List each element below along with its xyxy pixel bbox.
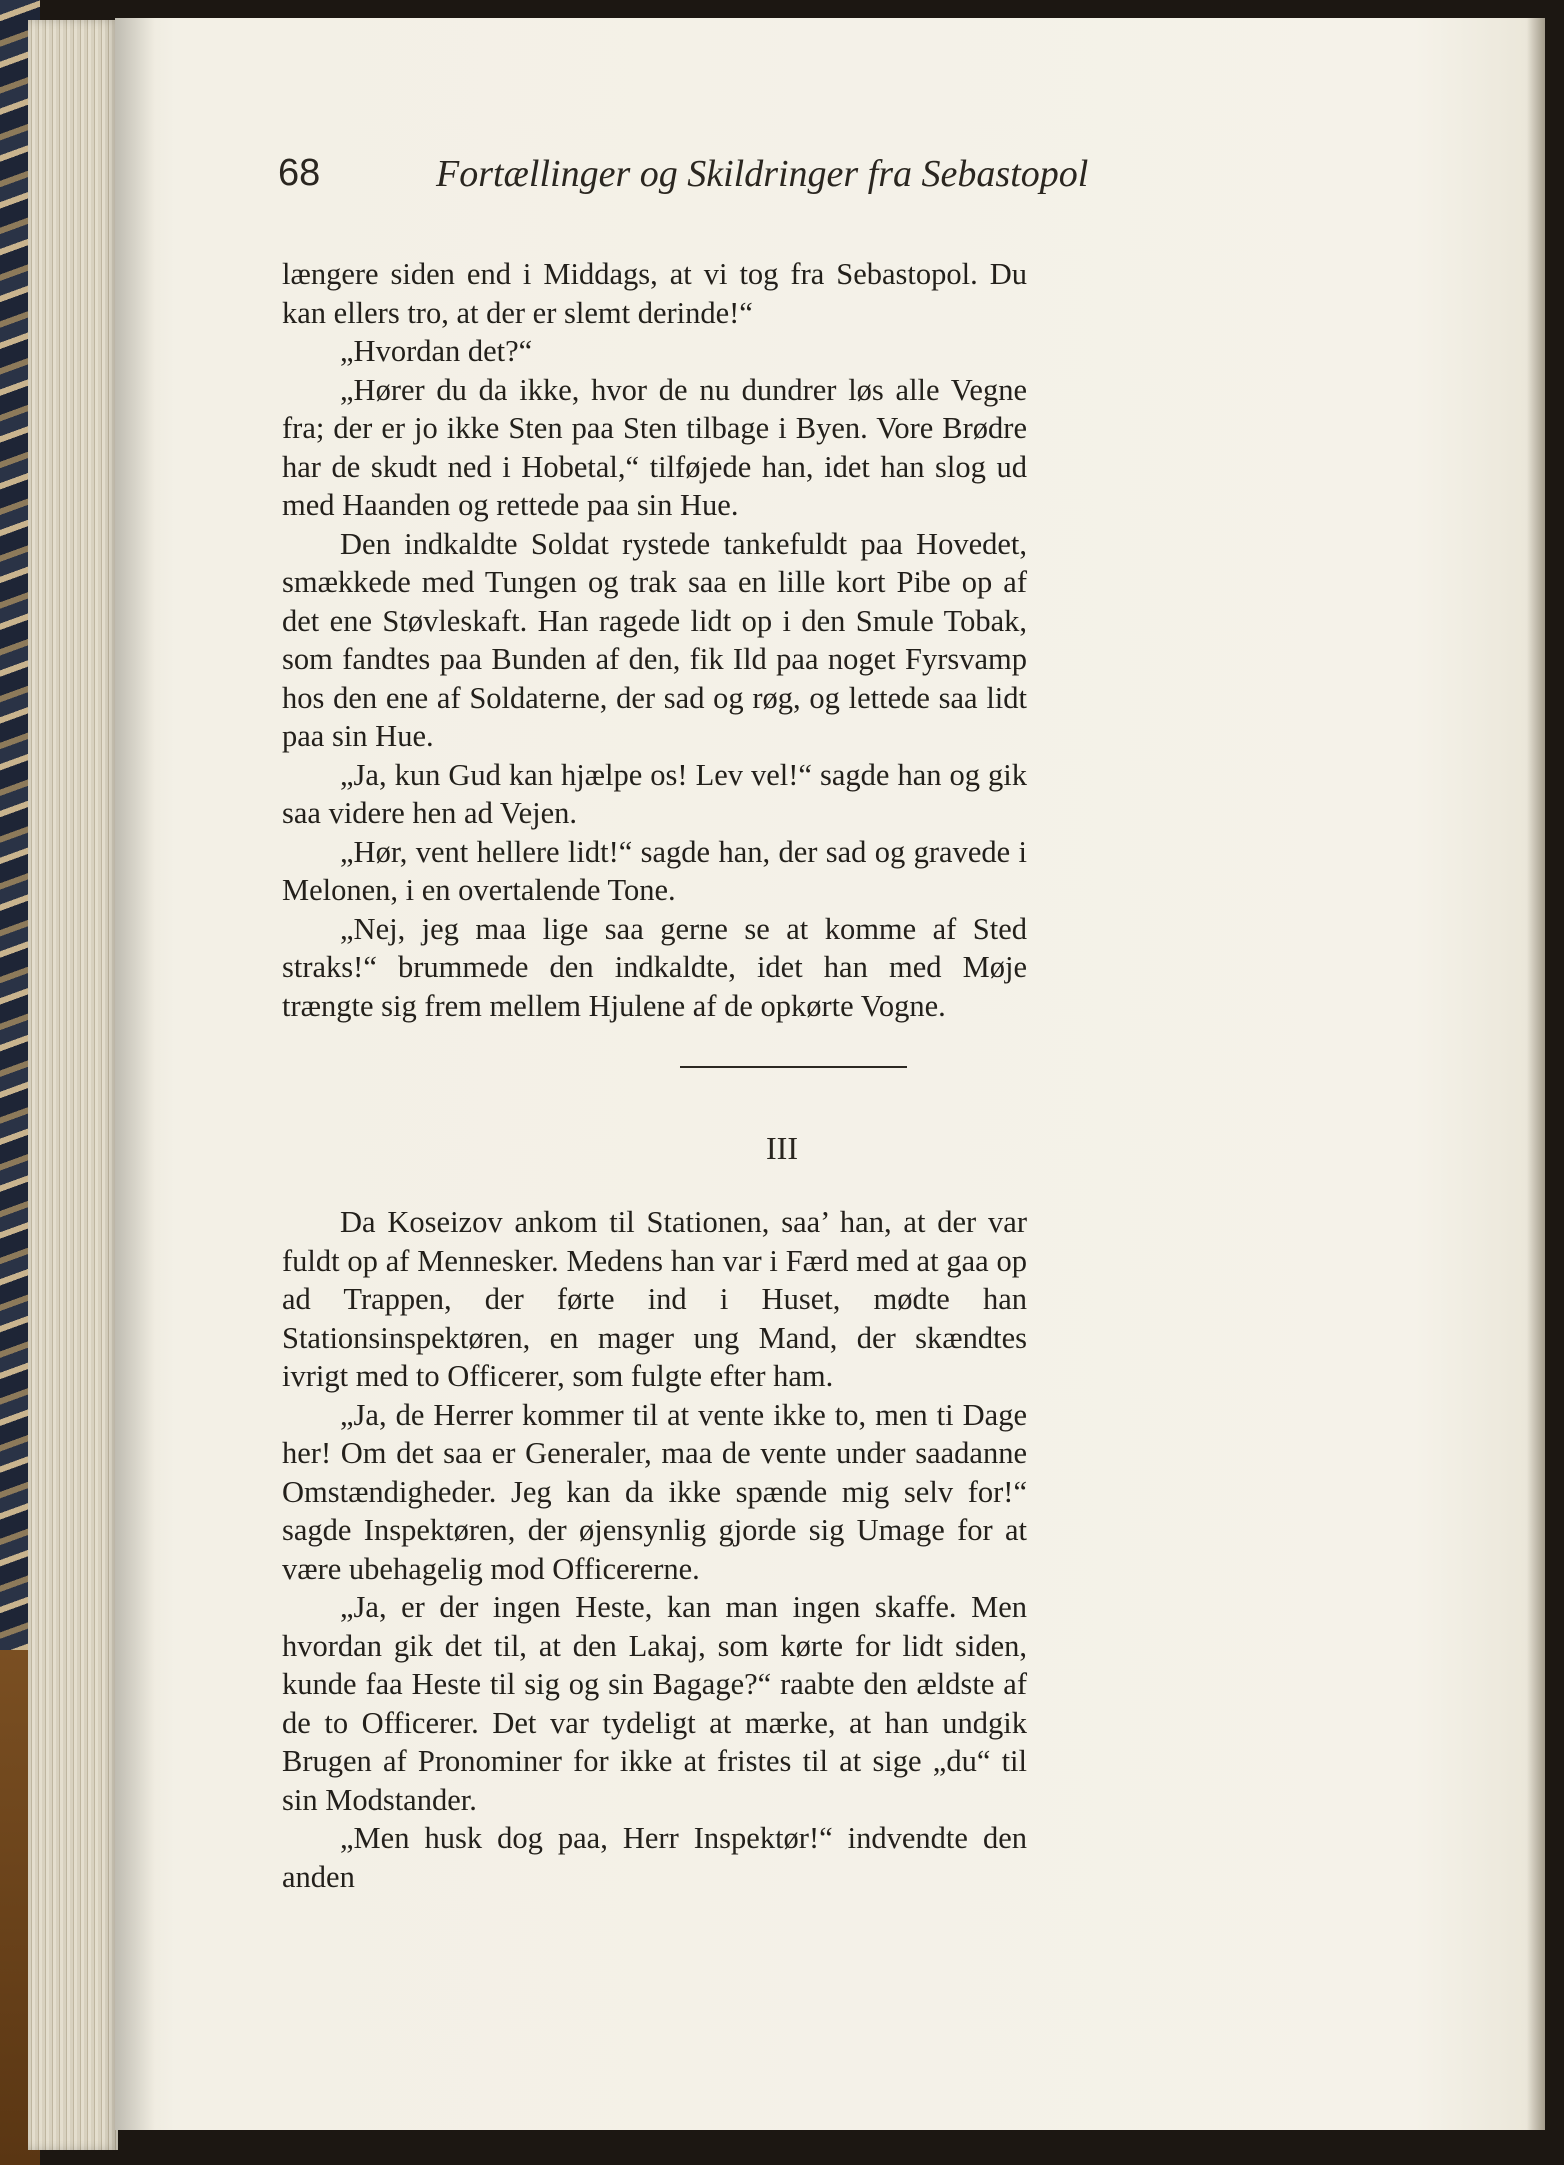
paragraph: „Hør, vent hellere lidt!“ sagde han, der sad og gravede i Melonen, i en overtalende Tone. [282, 834, 1027, 907]
running-title: Fortællinger og Skildringer fra Sebastopol [436, 153, 1089, 195]
paragraph: „Hører du da ikke, hvor de nu dundrer løs alle Vegne fra; der er jo ikke Sten paa Sten tilbage i Byen. Vore Brødre har de skudt ned i Hobetal,“ tilføjede han, idet han slog ud med Haanden og rettede paa sin Hue. [282, 372, 1027, 522]
paragraph: længere siden end i Middags, at vi tog fra Sebastopol. Du kan ellers tro, at der er slemt derinde!“ [282, 257, 1027, 330]
paragraph: „Ja, kun Gud kan hjælpe os! Lev vel!“ sagde han og gik saa videre hen ad Vejen. [282, 757, 1027, 830]
page-number: 68 [278, 152, 321, 194]
spine-shadow [115, 18, 155, 2130]
chapter-heading-wrap [0, 1130, 1564, 1167]
paragraph: „Ja, er der ingen Heste, kan man ingen skaffe. Men hvordan gik det til, at den Lakaj, som kørte for lidt siden, kunde faa Heste til sig og sin Bagage?“ raabte den ældste af de to Officerer. Det var tydeligt at mærke, at han undgik Brugen af Pronominer for ikke at fristes til at sige „du“ til sin Modstander. [282, 1590, 1027, 1817]
paragraph: „Hvordan det?“ [340, 334, 533, 368]
paragraph: „Ja, de Herrer kommer til at vente ikke to, men ti Dage her! Om det saa er Generaler, maa de vente under saadanne Omstændigheder. Jeg kan da ikke spænde mig selv for!“ sagde Inspektøren, der øjensynlig gjorde sig Umage for at være ubehagelig mod Officererne. [282, 1397, 1027, 1586]
text-section-b [282, 1203, 1027, 1896]
page-stack-edge [28, 20, 118, 2150]
section-divider [680, 1066, 907, 1068]
paragraph: Da Koseizov ankom til Stationen, saa’ han, at der var fuldt op af Mennesker. Medens han var i Færd med at gaa op ad Trappen, der førte ind i Huset, mødte han Stationsinspektøren, en mager ung Mand, der skændtes ivrigt med to Officerer, som fulgte efter ham. [282, 1205, 1027, 1393]
paragraph: „Men husk dog paa, Herr Inspektør!“ indvendte den anden [282, 1821, 1027, 1894]
text-section-a [282, 255, 1027, 1025]
page-right-edge [1527, 18, 1545, 2130]
running-header [278, 152, 1278, 212]
chapter-heading: III [766, 1130, 798, 1166]
paragraph: Den indkaldte Soldat rystede tankefuldt paa Hovedet, smækkede med Tungen og trak saa en lille kort Pibe op af det ene Støvleskaft. Han ragede lidt op i den Smule Tobak, som fandtes paa Bunden af den, fik Ild paa noget Fyrsvamp hos den ene af Soldaterne, der sad og røg, og lettede saa lidt paa sin Hue. [282, 526, 1027, 753]
paragraph: „Nej, jeg maa lige saa gerne se at komme af Sted straks!“ brummede den indkaldte, idet han med Møje trængte sig frem mellem Hjulene af de opkørte Vogne. [282, 911, 1027, 1023]
